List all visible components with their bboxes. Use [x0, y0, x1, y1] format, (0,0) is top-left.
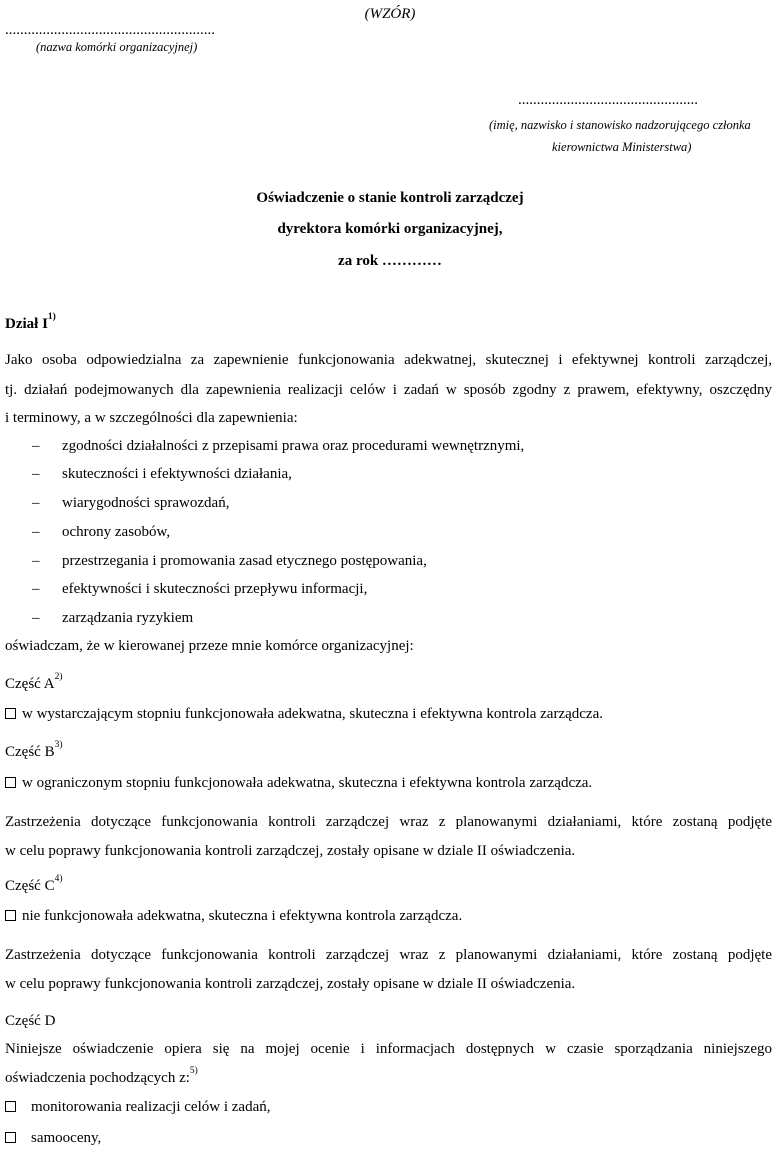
unit-name-placeholder: ........................................................ [5, 22, 215, 38]
section-heading-dzial-1: Dział $I^{1)}$ [5, 312, 56, 332]
checkbox-icon[interactable] [5, 910, 16, 921]
footnote-ref: 3) [54, 740, 63, 750]
part-c-note-line2: w celu poprawy funkcjonowania kontroli zarządczej, zostały opisane w dziale II oświadczenia. [5, 976, 576, 992]
part-b-note-line1: Zastrzeżenia dotyczące funkcjonowania kontroli zarządczej wraz z planowanymi działaniami, które zostaną podjęte [5, 814, 772, 830]
part-b-option[interactable]: w ograniczonym stopniu funkcjonowała adekwatna, skuteczna i efektywna kontrola zarządcza. [5, 775, 592, 792]
source-option[interactable]: monitorowania realizacji celów i zadań, [5, 1099, 270, 1116]
list-item: przestrzegania i promowania zasad etycznego postępowania, [62, 553, 427, 569]
part-c-option[interactable]: nie funkcjonowała adekwatna, skuteczna i efektywna kontrola zarządcza. [5, 908, 462, 925]
list-item: skuteczności i efektywności działania, [62, 466, 292, 482]
footnote-ref: 4) [54, 874, 63, 884]
part-c-note-line1: Zastrzeżenia dotyczące funkcjonowania kontroli zarządczej wraz z planowanymi działaniami, które zostaną podjęte [5, 947, 772, 963]
checkbox-icon[interactable] [5, 1101, 16, 1112]
checkbox-icon[interactable] [5, 708, 16, 719]
checkbox-icon[interactable] [5, 1132, 16, 1143]
part-b-heading: Część $B^{3)}$ [5, 740, 63, 760]
intro-paragraph-line3: i terminowy, a w szczególności dla zapewnienia: [5, 410, 298, 426]
part-a-heading: Część $A^{2)}$ [5, 672, 63, 692]
list-dash: – [32, 610, 40, 626]
part-c-heading: Część $C^{4)}$ [5, 874, 63, 894]
supervisor-label-line2: kierownictwa Ministerstwa) [552, 140, 692, 154]
list-item: efektywności i skuteczności przepływu informacji, [62, 581, 368, 597]
list-dash: – [32, 553, 40, 569]
declaration-text: oświadczam, że w kierowanej przeze mnie komórce organizacyjnej: [5, 638, 414, 654]
template-marker: (WZÓR) [364, 6, 416, 22]
part-b-note-line2: w celu poprawy funkcjonowania kontroli zarządczej, zostały opisane w dziale II oświadczenia. [5, 843, 576, 859]
footnote-ref: 5) [189, 1066, 198, 1076]
list-dash: – [32, 524, 40, 540]
list-item: zgodności działalności z przepisami prawa oraz procedurami wewnętrznymi, [62, 438, 525, 454]
intro-paragraph-line2: tj. działań podejmowanych dla zapewnienia realizacji celów i zadań w sposób zgodny z prawem, efektywny, oszczędny [5, 382, 772, 398]
part-d-text-line2: oświadczenia pochodzących z:$^{5)}$ [5, 1066, 198, 1086]
part-d-text-line1: Niniejsze oświadczenie opiera się na mojej ocenie i informacjach dostępnych w czasie sporządzania niniejszego [5, 1041, 772, 1057]
intro-paragraph-line1: Jako osoba odpowiedzialna za zapewnienie funkcjonowania adekwatnej, skutecznej i efektywnej kontroli zarządczej, [5, 352, 772, 368]
supervisor-placeholder: ................................................ [518, 92, 698, 108]
list-dash: – [32, 466, 40, 482]
list-dash: – [32, 438, 40, 454]
source-option[interactable]: samooceny, [5, 1130, 101, 1147]
supervisor-label-line1: (imię, nazwisko i stanowisko nadzorującego członka [489, 118, 751, 132]
document-title-line1: Oświadczenie o stanie kontroli zarządczej [256, 190, 524, 206]
list-dash: – [32, 581, 40, 597]
footnote-ref: 1) [47, 312, 56, 322]
footnote-ref: 2) [54, 672, 63, 682]
list-dash: – [32, 495, 40, 511]
checkbox-icon[interactable] [5, 777, 16, 788]
document-title-line2: dyrektora komórki organizacyjnej, [277, 221, 503, 237]
part-d-heading: Część D [5, 1013, 56, 1029]
document-title-line3: za rok ………… [338, 253, 442, 269]
list-item: zarządzania ryzykiem [62, 610, 194, 626]
list-item: ochrony zasobów, [62, 524, 171, 540]
part-a-option[interactable]: w wystarczającym stopniu funkcjonowała adekwatna, skuteczna i efektywna kontrola zarządcza. [5, 706, 603, 723]
list-item: wiarygodności sprawozdań, [62, 495, 230, 511]
unit-name-label: (nazwa komórki organizacyjnej) [36, 40, 198, 54]
